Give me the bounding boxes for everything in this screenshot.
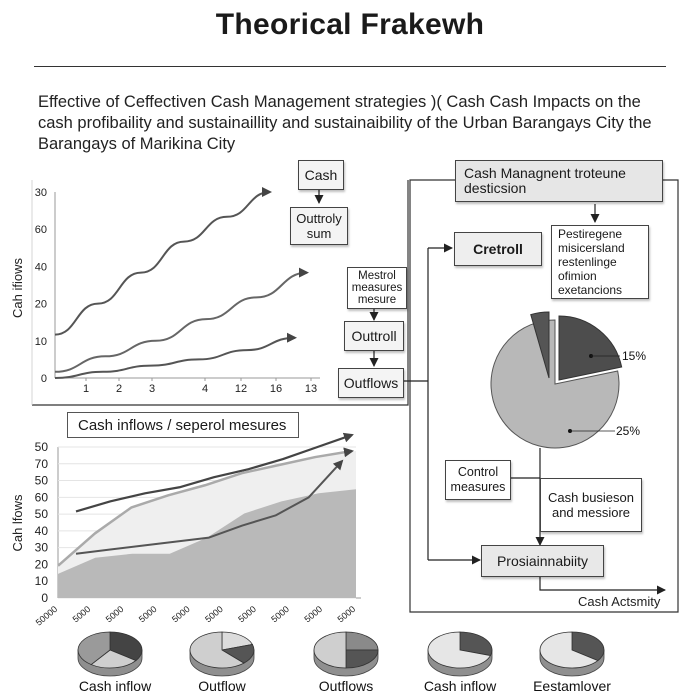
bottom-pie-label: Eestamlover (533, 678, 611, 694)
y-tick-label: 50 (34, 440, 48, 454)
x-tick-label: 5000 (169, 603, 192, 625)
x-tick-label: 1 (82, 383, 90, 395)
y-tick-label: 0 (40, 373, 47, 385)
x-tick-label: 5000 (70, 603, 93, 625)
subtitle: Effective of Ceffectiven Cash Management strategies )( Cash Cash Impacts on the cash profibaility and sustainaillity and sustainaibility of the Urban Barangays City the Barangays of Marikina City (38, 93, 652, 153)
cash-management-box: Cash Managnent troteune desticsion (455, 160, 663, 202)
mestrol-box: Mestrol measures mesure (347, 267, 407, 309)
outtroll-box: Outtroll (344, 321, 404, 351)
y-tick-label: 10 (34, 574, 48, 589)
x-tick-label: 5000 (103, 603, 126, 625)
bottom-pie-label: Cash inflow (423, 678, 497, 694)
y-tick-label: 40 (34, 523, 48, 538)
prosiannability-box: Prosiainnabiity (481, 545, 604, 577)
y-tick-label: 0 (41, 591, 48, 605)
x-tick-label: 16 (269, 383, 283, 395)
cretroll-box: Cretroll (454, 232, 542, 266)
x-tick-label: 2 (115, 383, 123, 395)
x-tick-label: 5000 (269, 603, 292, 625)
y-tick-label: 50 (34, 507, 48, 522)
page-title: Theorical Frakewh (215, 8, 485, 41)
y-tick-label: 30 (34, 540, 48, 555)
y-tick-label: 70 (34, 456, 48, 471)
x-tick-label: 5000 (236, 603, 258, 625)
main-pie-chart (480, 308, 680, 458)
y-axis-label: Cah lfows (10, 494, 25, 552)
y-tick-label: 20 (34, 557, 48, 572)
y-axis-label: Cah ifiows (10, 258, 25, 318)
x-tick-label: 5000 (335, 603, 358, 625)
y-tick-label: 50 (34, 473, 48, 488)
control-measures-box: Control measures (445, 460, 511, 500)
bottom-pie-label: Outflows (318, 678, 374, 694)
y-tick-label: 20 (34, 298, 47, 311)
pie-slice (346, 632, 378, 650)
bottom-pies (0, 620, 700, 700)
pestiregene-box: Pestiregene misicersland restenlinge ofimion exetancions (551, 225, 649, 299)
bottom-pie-label: Cash inflow (78, 678, 152, 694)
x-tick-label: 3 (148, 383, 156, 395)
area-chart-title: Cash inflows / seperol mesures (67, 412, 299, 438)
outflows-box: Outflows (338, 368, 404, 398)
x-tick-label: 5000 (203, 603, 225, 625)
x-tick-label: 50000 (33, 603, 60, 628)
y-tick-label: 60 (34, 224, 47, 237)
pie-slice-15 (559, 316, 622, 380)
pie-label-25: 25% (616, 424, 641, 438)
x-tick-label: 12 (234, 383, 248, 395)
cash-actsmity-label: Cash Actsmity (578, 594, 661, 609)
cash-box: Cash (298, 160, 344, 190)
y-tick-label: 60 (34, 490, 48, 505)
y-tick-label: 30 (34, 187, 47, 199)
y-tick-label: 10 (34, 335, 47, 348)
x-tick-label: 4 (201, 383, 209, 395)
x-tick-label: 5000 (302, 603, 325, 625)
x-tick-label: 13 (304, 383, 318, 395)
x-tick-label: 5000 (136, 603, 159, 625)
y-tick-label: 40 (34, 261, 47, 274)
bottom-pie-label: Outflow (198, 678, 246, 694)
cash-busieson-box: Cash busieson and messiore (540, 478, 642, 532)
outtroly-sum-box: Outtroly sum (290, 207, 348, 245)
pie-label-15: 15% (622, 349, 647, 363)
